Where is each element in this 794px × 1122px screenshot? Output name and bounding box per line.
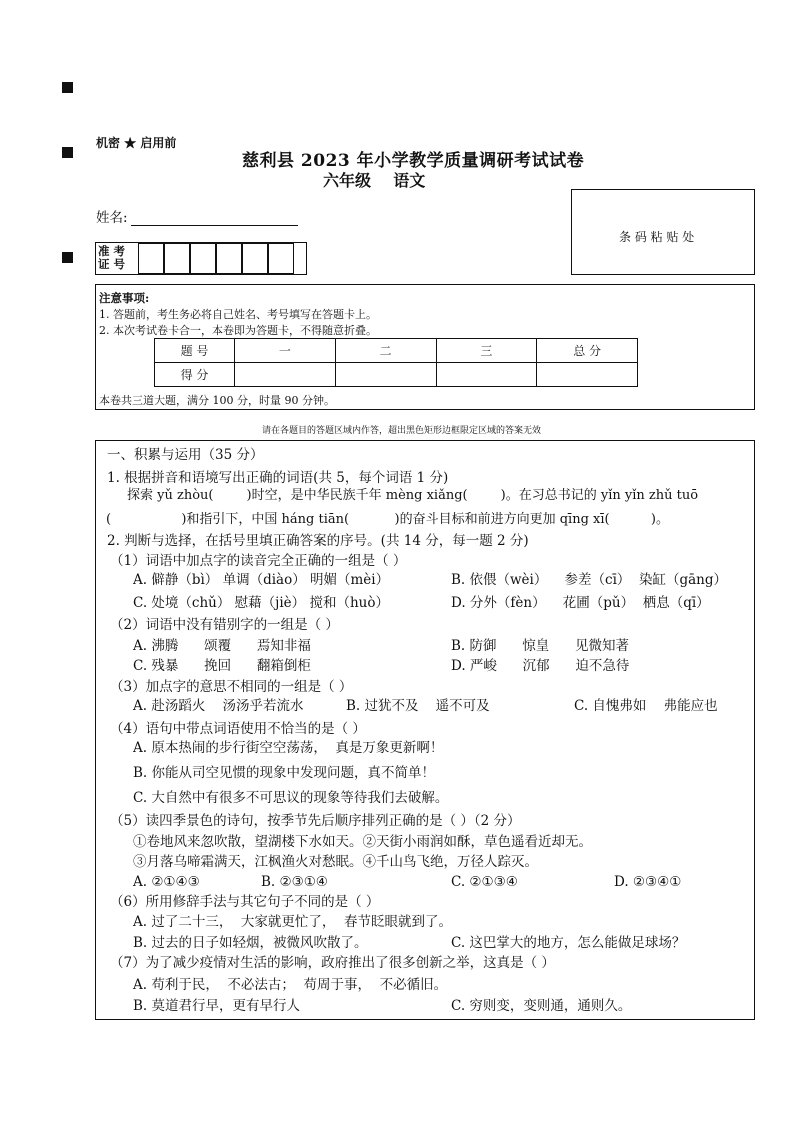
barcode-area: [571, 189, 755, 275]
poem-line: ③月落乌啼霜满天，江枫渔火对愁眠。④千山鸟飞绝，万径人踪灭。: [133, 854, 538, 870]
q2-6-stem: （6）所用修辞手法与其它句子不同的是（ ）: [110, 894, 380, 910]
option-b: B. 防御 惊皇 见微知著: [451, 638, 629, 654]
barcode-label: 条 码 粘 贴 处: [619, 230, 695, 244]
registration-mark: [62, 147, 73, 158]
admission-digit-cell[interactable]: [268, 243, 294, 274]
option-c: C. 残暴 挽回 翻箱倒柜: [133, 658, 311, 674]
option-c: C. 处境（chǔ） 慰藉（jiè） 搅和（huò）: [133, 595, 389, 611]
confidential-label: 机密 ★ 启用前: [96, 136, 177, 150]
admission-digit-cell[interactable]: [190, 243, 216, 274]
notice-item: 1. 答题前，考生务必将自己姓名、考号填写在答题卡上。: [99, 308, 377, 321]
option-a: A. 赴汤蹈火 汤汤乎若流水: [133, 698, 304, 714]
table-header: 三: [436, 339, 537, 363]
option-a: A. 沸腾 颂覆 焉知非福: [133, 638, 311, 654]
option-d: D. ②③④①: [614, 874, 682, 890]
option-d: D. 分外（fèn） 花圃（pǔ） 栖息（qī）: [451, 595, 710, 611]
q2-1-stem: （1）词语中加点字的读音完全正确的一组是（ ）: [110, 553, 407, 569]
score-table: [154, 338, 638, 387]
score-cell[interactable]: [335, 363, 436, 387]
option-c: C. 穷则变，变则通，通则久。: [451, 998, 632, 1014]
q1-line: 探索 yǔ zhòu( )时空，是中华民族千年 mèng xiǎng( )。在习总书记的 yǐn yǐn zhǔ tuō: [127, 488, 699, 503]
admission-digit-cell[interactable]: [138, 243, 164, 274]
option-a: A. 过了二十三， 大家就更忙了， 春节眨眼就到了。: [133, 914, 452, 930]
name-field[interactable]: [131, 224, 298, 226]
option-a: A. 原本热闹的步行街空空荡荡， 真是万象更新啊！: [133, 740, 444, 756]
answer-warning: 请在各题目的答题区域内作答，超出黑色矩形边框限定区域的答案无效: [262, 426, 542, 436]
option-c: C. ②①③④: [451, 874, 518, 890]
q2-4-stem: （4）语句中带点词语使用不恰当的是（ ）: [110, 721, 366, 737]
option-a: A. ②①④③: [133, 874, 200, 890]
table-header: 二: [335, 339, 436, 363]
table-header: 一: [235, 339, 336, 363]
q1-line: ( )和指引下，中国 háng tiān( )的奋斗目标和前进方向更加 qīng xī( )。: [106, 512, 669, 527]
option-b: B. 你能从司空见惯的现象中发现问题，真不简单！: [133, 765, 436, 781]
score-cell[interactable]: [537, 363, 638, 387]
option-c: C. 大自然中有很多不可思议的现象等待我们去破解。: [133, 790, 449, 806]
exam-title: 慈利县 2023 年小学教学质量调研考试试卷: [242, 151, 585, 171]
notice-item: 2. 本次考试卷卡合一，本卷即为答题卡，不得随意折叠。: [99, 324, 377, 337]
notice-footer: 本卷共三道大题，满分 100 分，时量 90 分钟。: [99, 394, 335, 407]
q2-3-stem: （3）加点字的意思不相同的一组是（ ）: [110, 679, 353, 695]
admission-number-label: 准 考 证 号: [98, 244, 126, 271]
option-a: A. 僻静（bì） 单调（diào） 明媚（mèi）: [133, 572, 390, 588]
admission-digit-cell[interactable]: [216, 243, 242, 274]
q2-5-stem: （5）读四季景色的诗句，按季节先后顺序排列正确的是（ ）（2 分）: [110, 813, 521, 829]
option-b: B. ②③①④: [261, 874, 328, 890]
option-d: D. 严峻 沉郁 迫不急待: [451, 658, 630, 674]
option-c: C. 这巴掌大的地方，怎么能做足球场？: [451, 935, 686, 951]
notice-heading: 注意事项:: [99, 291, 150, 305]
option-b: B. 过犹不及 遥不可及: [346, 698, 490, 714]
q2-7-stem: （7）为了减少疫情对生活的影响，政府推出了很多创新之举，这真是（ ）: [110, 955, 555, 971]
registration-mark: [62, 82, 73, 93]
option-a: A. 苟利于民， 不必法古； 苟周于事， 不必循旧。: [133, 977, 448, 993]
q1-stem: 1. 根据拼音和语境写出正确的词语(共 5，每个词语 1 分): [107, 470, 449, 486]
table-header: 题 号: [155, 339, 235, 363]
option-b: B. 过去的日子如轻烟，被微风吹散了。: [133, 935, 368, 951]
registration-mark: [62, 252, 73, 263]
poem-line: ①卷地风来忽吹散，望湖楼下水如天。②天街小雨润如酥，草色遥看近却无。: [133, 834, 592, 850]
q2-2-stem: （2）词语中没有错别字的一组是（ ）: [110, 617, 339, 633]
score-label: 得 分: [155, 363, 235, 387]
table-header: 总 分: [537, 339, 638, 363]
name-label: 姓名:: [96, 210, 128, 226]
admission-digit-cell[interactable]: [164, 243, 190, 274]
option-c: C. 自愧弗如 弗能应也: [574, 698, 718, 714]
score-cell[interactable]: [436, 363, 537, 387]
admission-digit-cell[interactable]: [242, 243, 268, 274]
section-heading: 一、积累与运用（35 分）: [107, 447, 264, 463]
q2-stem: 2. 判断与选择，在括号里填正确答案的序号。(共 14 分，每一题 2 分): [107, 533, 529, 549]
option-b: B. 莫道君行早，更有早行人: [133, 998, 301, 1014]
option-b: B. 依偎（wèi） 参差（cī） 染缸（gāng）: [451, 572, 728, 588]
score-cell[interactable]: [235, 363, 336, 387]
exam-subtitle: 六年级 语文: [323, 171, 426, 190]
